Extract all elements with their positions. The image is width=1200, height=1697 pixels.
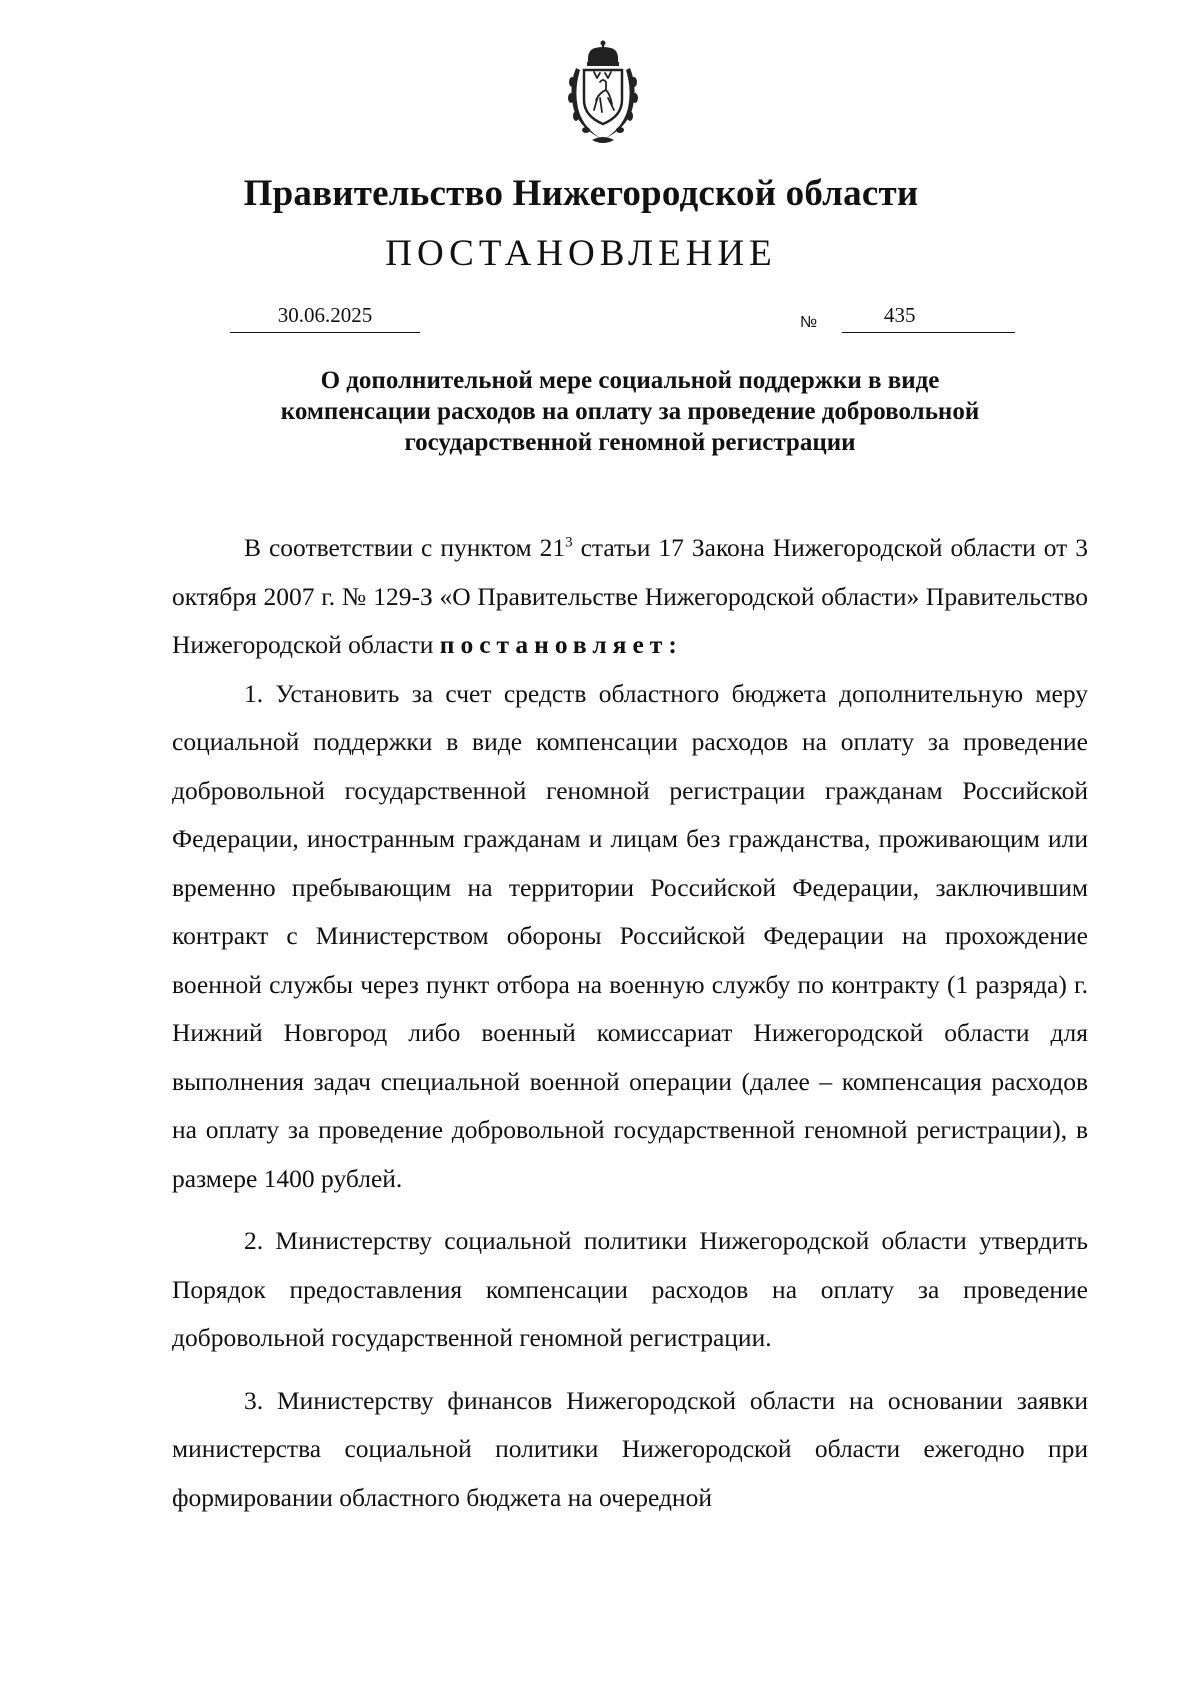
document-date: 30.06.2025: [230, 302, 420, 333]
decree-word: постановляет:: [439, 630, 683, 659]
document-type: ПОСТАНОВЛЕНИЕ: [385, 233, 777, 274]
preamble-text-end: статьи 17 Закона Нижегородской области от 3 октября 2007 г. № 129-З «О Правительстве Нижегородской области» Правительство Нижегородской области: [172, 533, 1088, 659]
item-paragraph-2: 2. Министерству социальной политики Нижегородской области утвердить Порядок предоставления компенсации расходов на оплату за проведение добровольной государственной геномной регистрации.: [172, 1226, 1088, 1352]
document-number: 435: [884, 303, 916, 327]
subject-line: О дополнительной мере социальной поддержки в виде: [320, 367, 940, 394]
subject-line: государственной геномной регистрации: [404, 429, 856, 456]
number-sign: №: [800, 314, 818, 331]
item-paragraph-1: 1. Установить за счет средств областного бюджета дополнительную меру социальной поддержки в виде компенсации расходов на оплату за проведение добровольной государственной геномной регистрации гражданам Российской Федерации, иностранным гражданам и лицам без гражданства, проживающим или временно пребывающим на территории Российской Федерации, заключившим контракт с Министерством обороны Российской Федерации на прохождение военной службы через пункт отбора на военную службу по контракту (1 разряда) г. Нижний Новгород либо военный комиссариат Нижегородской области для выполнения задач специальной военной операции (далее – компенсация расходов на оплату за проведение добровольной государственной геномной регистрации), в размере 1400 рублей.: [172, 678, 1088, 1193]
preamble-paragraph: [172, 524, 1088, 670]
organization-title: Правительство Нижегородской области: [243, 173, 919, 214]
document-number-field: [842, 302, 1015, 333]
coat-of-arms-icon: [562, 38, 644, 148]
item-paragraph-3: 3. Министерству финансов Нижегородской области на основании заявки министерства социальной политики Нижегородской области ежегодно при формировании областного бюджета на очередной: [172, 1385, 1088, 1512]
document-body: [172, 524, 1088, 1522]
subject-line: компенсации расходов на оплату за проведение добровольной: [280, 398, 980, 425]
superscript: 3: [565, 534, 573, 551]
document-subject: [170, 365, 1090, 458]
preamble-text-start: В соответствии с пунктом 21: [244, 533, 566, 562]
